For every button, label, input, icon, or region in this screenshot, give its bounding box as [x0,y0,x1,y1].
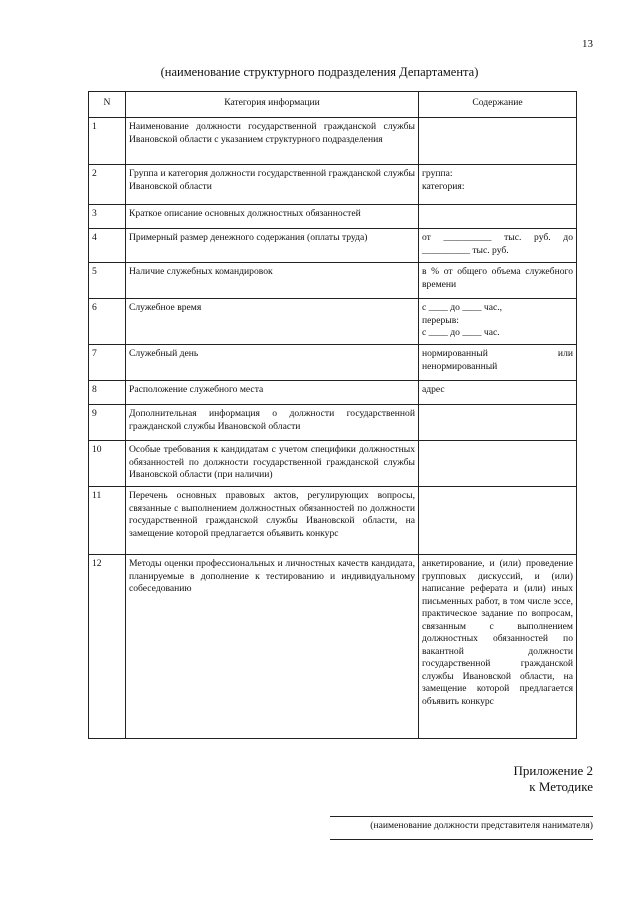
table-row [89,487,577,555]
signature-caption: (наименование должности представителя нанимателя) [370,820,593,831]
row-category: Наличие служебных командировок [126,263,419,299]
row-number: 5 [89,263,126,299]
table-row [89,263,577,299]
row-content [419,487,577,555]
page-number: 13 [582,38,593,50]
table-row [89,205,577,229]
row-category: Служебное время [126,299,419,345]
row-number: 6 [89,299,126,345]
row-content: нормированный или ненормированный [419,345,577,381]
appendix-subtitle: к Методике [529,779,593,795]
row-content: анкетирование, и (или) проведение групповых дискуссий, и (или) написание реферата и (или) иных письменных работ, в том числе эссе, практическое задание по вопросам, связанным с выполнением должностных обязанностей по вакантной должности государственной гражданской службы Ивановской области, на замещение которой предлагается объявить конкурс [419,555,577,739]
row-content: адрес [419,381,577,405]
row-number: 8 [89,381,126,405]
row-number: 10 [89,441,126,487]
row-content: с ____ до ____ час., перерыв: с ____ до ____ час. [419,299,577,345]
table-row [89,118,577,165]
table-row [89,299,577,345]
row-category: Примерный размер денежного содержания (оплаты труда) [126,229,419,263]
row-category: Дополнительная информация о должности государственной гражданской службы Ивановской области [126,405,419,441]
row-content: от __________ тыс. руб. до __________ тыс. руб. [419,229,577,263]
row-content: группа: категория: [419,165,577,205]
row-number: 9 [89,405,126,441]
row-content [419,205,577,229]
header-content: Содержание [419,92,577,118]
appendix-label [513,763,593,796]
table-row [89,229,577,263]
row-number: 4 [89,229,126,263]
row-number: 2 [89,165,126,205]
header-number: N [89,92,126,118]
signature-line-top [330,816,593,817]
signature-line-bottom [330,839,593,840]
department-subtitle: (наименование структурного подразделения Департамента) [160,65,479,79]
appendix-title: Приложение 2 [513,763,593,778]
row-content [419,118,577,165]
row-category: Расположение служебного места [126,381,419,405]
row-category: Наименование должности государственной гражданской службы Ивановской области с указанием структурного подразделения [126,118,419,165]
information-table [88,91,577,739]
table-row [89,165,577,205]
row-number: 7 [89,345,126,381]
table-header-row [89,92,577,118]
row-category: Перечень основных правовых актов, регулирующих вопросы, связанные с выполнением должностных обязанностей по должности государственной гражданской службы Ивановской области, на замещение которой предлагается объявить конкурс [126,487,419,555]
row-number: 12 [89,555,126,739]
table-row [89,441,577,487]
row-category: Краткое описание основных должностных обязанностей [126,205,419,229]
row-category: Служебный день [126,345,419,381]
row-category: Группа и категория должности государственной гражданской службы Ивановской области [126,165,419,205]
row-number: 3 [89,205,126,229]
row-content [419,441,577,487]
row-category: Особые требования к кандидатам с учетом специфики должностных обязанностей по должности государственной гражданской службы Ивановской области (при наличии) [126,441,419,487]
table-row [89,345,577,381]
table-row [89,405,577,441]
row-category: Методы оценки профессиональных и личностных качеств кандидата, планируемые в дополнение к тестированию и индивидуальному собеседованию [126,555,419,739]
row-number: 1 [89,118,126,165]
table-row [89,381,577,405]
row-content: в % от общего объема служебного времени [419,263,577,299]
header-category: Категория информации [126,92,419,118]
table-row [89,555,577,739]
row-number: 11 [89,487,126,555]
row-content [419,405,577,441]
